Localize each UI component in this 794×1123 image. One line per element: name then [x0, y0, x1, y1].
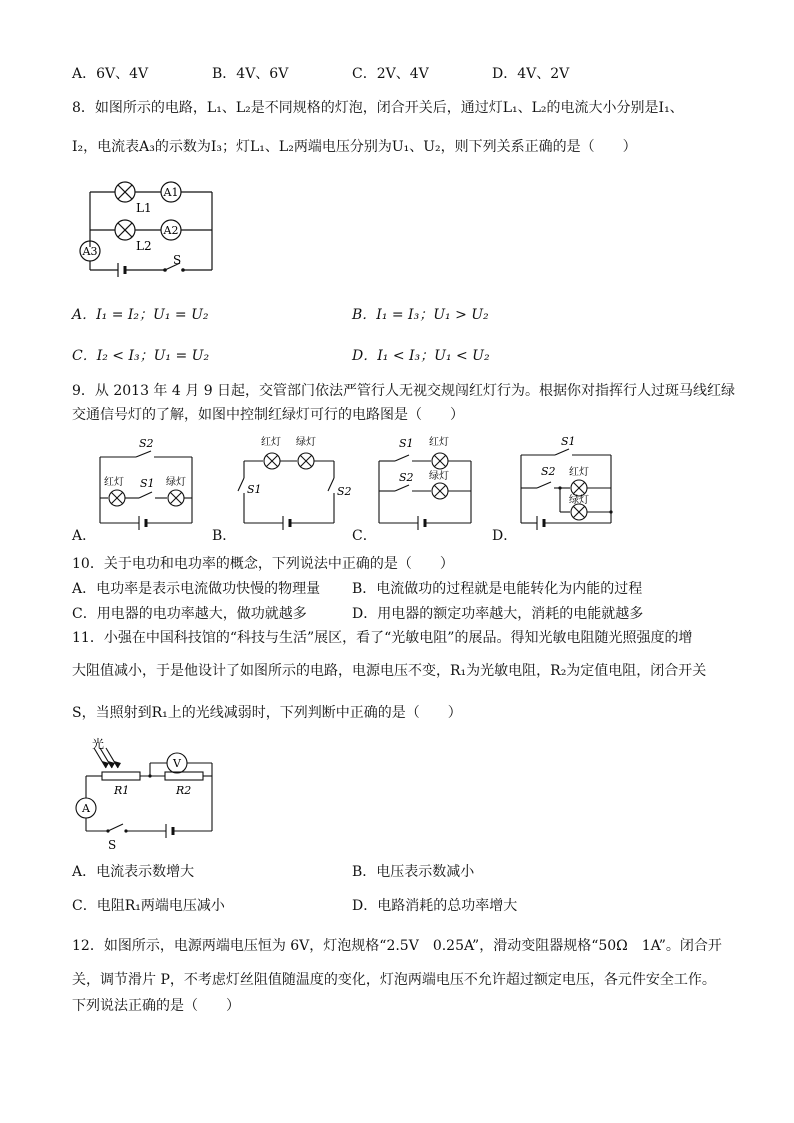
q8-option-a: A．I₁ = I₂；U₁ = U₂ — [72, 307, 209, 323]
q9c-label-s2: S2 — [399, 471, 414, 484]
q9b-label-s1: S1 — [247, 483, 262, 496]
q9-stem-line1: 9．从 2013 年 4 月 9 日起，交管部门依法严管行人无视交规闯红灯行为。根据你对指挥行人过斑马线红绿 — [72, 383, 736, 399]
q9-option-d: D． — [492, 528, 518, 544]
q9-option-b: B． — [212, 528, 237, 544]
q7-option-d: D．4V、2V — [492, 66, 570, 82]
q7-option-a: A．6V、4V — [72, 66, 149, 82]
q8-label-a1: A1 — [163, 186, 179, 199]
q8-label-l1: L1 — [136, 201, 152, 215]
q9-stem-line2: 交通信号灯的了解，如图中控制红绿灯可行的电路图是（ ） — [72, 407, 464, 423]
q8-label-s: S — [173, 253, 182, 267]
q9a-label-s1: S1 — [140, 477, 155, 490]
q8-label-l2: L2 — [136, 239, 152, 253]
q9c-label-red: 红灯 — [429, 437, 449, 448]
q9a-label-s2: S2 — [139, 437, 154, 450]
q8-stem-line1: 8．如图所示的电路，L₁、L₂是不同规格的灯泡，闭合开关后，通过灯L₁、L₂的电流大小分别是I₁、 — [72, 100, 684, 116]
q7-option-c: C．2V、4V — [352, 66, 429, 82]
q8-option-d: D．I₁ < I₃；U₁ < U₂ — [352, 348, 490, 364]
q10-stem: 10．关于电功和电功率的概念，下列说法中正确的是（ ） — [72, 556, 454, 572]
q9d-label-s2: S2 — [541, 465, 556, 478]
q11-label-a: A — [82, 802, 90, 815]
q11-stem-line3: S，当照射到R₁上的光线减弱时，下列判断中正确的是（ ） — [72, 705, 462, 721]
q8-label-a2: A2 — [163, 224, 179, 237]
q9c-label-green: 绿灯 — [429, 471, 449, 482]
q7-option-b: B．4V、6V — [212, 66, 289, 82]
q9-option-c: C． — [352, 528, 377, 544]
q9b-label-green: 绿灯 — [296, 437, 316, 448]
q10-option-b: B．电流做功的过程就是电能转化为内能的过程 — [352, 581, 643, 597]
q9-circuit-b — [236, 433, 356, 530]
q11-label-s: S — [108, 838, 117, 852]
q10-option-c: C．用电器的电功率越大，做功就越多 — [72, 606, 307, 622]
q9c-label-s1: S1 — [399, 437, 414, 450]
q12-stem-line3: 下列说法正确的是（ ） — [72, 998, 240, 1014]
q11-option-a: A．电流表示数增大 — [72, 864, 195, 880]
q10-option-a: A．电功率是表示电流做功快慢的物理量 — [72, 581, 321, 597]
q12-stem-line2: 关，调节滑片 P，不考虑灯丝阻值随温度的变化，灯泡两端电压不允许超过额定电压，各元件安全工作。 — [72, 972, 716, 988]
q12-stem-line1: 12．如图所示，电源两端电压恒为 6V，灯泡规格“2.5V 0.25A”，滑动变阻器规格“50Ω 1A”。闭合开 — [72, 938, 722, 954]
q11-circuit-diagram — [68, 736, 218, 851]
q11-stem-line1: 11．小强在中国科技馆的“科技与生活”展区，看了“光敏电阻”的展品。得知光敏电阻随光照强度的增 — [72, 630, 693, 646]
q9a-label-green: 绿灯 — [166, 477, 186, 488]
q11-option-c: C．电阻R₁两端电压减小 — [72, 898, 225, 914]
q9d-label-red: 红灯 — [569, 467, 589, 478]
q9-circuit-d — [515, 433, 625, 530]
q11-label-r1: R1 — [114, 784, 130, 797]
q11-stem-line2: 大阻值减小，于是他设计了如图所示的电路，电源电压不变，R₁为光敏电阻，R₂为定值电阻，闭合开关 — [72, 663, 707, 679]
q9-circuit-c — [375, 433, 485, 530]
q11-option-b: B．电压表示数减小 — [352, 864, 475, 880]
q11-label-v: V — [173, 757, 181, 770]
q10-option-d: D．用电器的额定功率越大，消耗的电能就越多 — [352, 606, 644, 622]
q8-stem-line2: I₂，电流表A₃的示数为I₃；灯L₁、L₂两端电压分别为U₁、U₂，则下列关系正确的是（ ） — [72, 139, 637, 155]
q9a-label-red: 红灯 — [104, 477, 124, 488]
q9d-label-green: 绿灯 — [569, 495, 589, 506]
q9d-label-s1: S1 — [561, 435, 576, 448]
q9b-label-s2: S2 — [337, 485, 352, 498]
q11-option-d: D．电路消耗的总功率增大 — [352, 898, 518, 914]
q11-label-r2: R2 — [176, 784, 192, 797]
q9-option-a: A． — [72, 528, 97, 544]
q8-circuit-diagram — [70, 175, 220, 275]
q9b-label-red: 红灯 — [261, 437, 281, 448]
q8-option-b: B．I₁ = I₃；U₁ > U₂ — [352, 307, 489, 323]
q8-option-c: C．I₂ < I₃；U₁ = U₂ — [72, 348, 210, 364]
q8-label-a3: A3 — [82, 245, 98, 258]
q11-label-light: 光 — [92, 737, 105, 751]
q9-circuit-a — [96, 435, 206, 530]
